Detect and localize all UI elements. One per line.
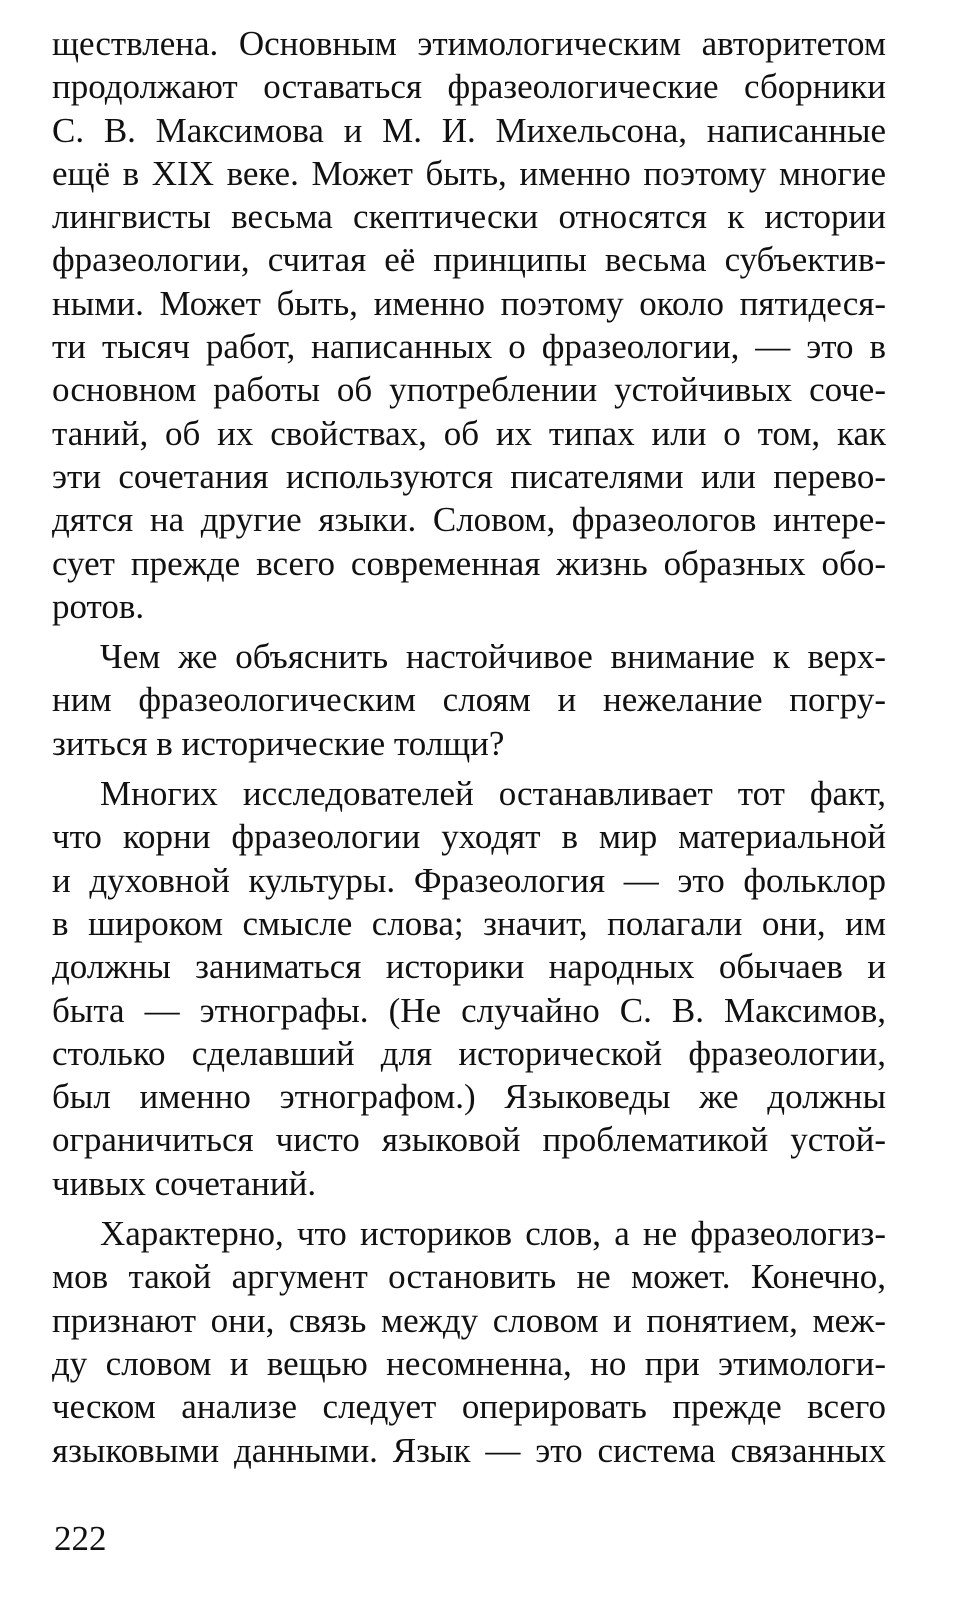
text-line: эти сочетания используются писателями или перево- [52,456,886,496]
text-line: Чем же объяснить настойчивое внимание к верх- [100,637,886,677]
text-line: ним фразеологическим слоям и нежелание погру- [52,680,886,720]
paragraph-2 [52,635,886,765]
text-line: и духовной культуры. Фразеология — это фольклор [52,860,886,900]
paragraph-1 [52,22,886,628]
text-line: что корни фразеологии уходят в мир материальной [52,817,886,857]
text-line: должны заниматься историки народных обычаев и [52,947,886,987]
text-line: зиться в исторические толщи? [52,723,505,763]
text-line: признают они, связь между словом и понятием, меж- [52,1300,886,1340]
text-line: сует прежде всего современная жизнь образных обо- [52,543,886,583]
paragraph-3 [52,772,886,1205]
text-line: Характерно, что историков слов, а не фразеологиз- [100,1214,886,1254]
text-line: продолжают оставаться фразеологические сборники [52,67,886,107]
text-line: С. В. Максимова и М. И. Михельсона, написанные [52,110,886,150]
text-line: дятся на другие языки. Словом, фразеологов интере- [52,500,886,540]
text-line: ти тысяч работ, написанных о фразеологии, — это в [52,327,886,367]
text-line: ными. Может быть, именно поэтому около пятидеся- [52,283,886,323]
text-line: мов такой аргумент остановить не может. Конечно, [52,1257,886,1297]
text-line: Многих исследователей останавливает тот факт, [100,774,886,814]
text-line: ческом анализе следует оперировать прежде всего [52,1387,886,1427]
text-line: лингвисты весьма скептически относятся к истории [52,197,886,237]
text-line: ещё в XIX веке. Может быть, именно поэтому многие [52,153,886,193]
text-line: фразеологии, считая её принципы весьма субъектив- [52,240,886,280]
text-line: был именно этнографом.) Языковеды же должны [52,1077,886,1117]
text-line: ду словом и вещью несомненна, но при этимологи- [52,1343,886,1383]
text-line: в широком смысле слова; значит, полагали они, им [52,903,886,943]
text-line: ограничиться чисто языковой проблематикой устой- [52,1120,886,1160]
text-line: ществлена. Основным этимологическим авторитетом [52,24,886,63]
text-line: основном работы об употреблении устойчивых соче- [52,370,886,410]
text-line: таний, об их свойствах, об их типах или о том, как [52,413,886,453]
text-line: столько сделавший для исторической фразеологии, [52,1033,886,1073]
text-line: языковыми данными. Язык — это система связанных [52,1430,886,1470]
paragraph-4 [52,1212,886,1472]
page-text [52,22,886,1472]
text-line: ротов. [52,586,145,626]
text-line: чивых сочетаний. [52,1163,317,1203]
page-number: 222 [54,1519,107,1558]
text-line: быта — этнографы. (Не случайно С. В. Максимов, [52,990,886,1030]
